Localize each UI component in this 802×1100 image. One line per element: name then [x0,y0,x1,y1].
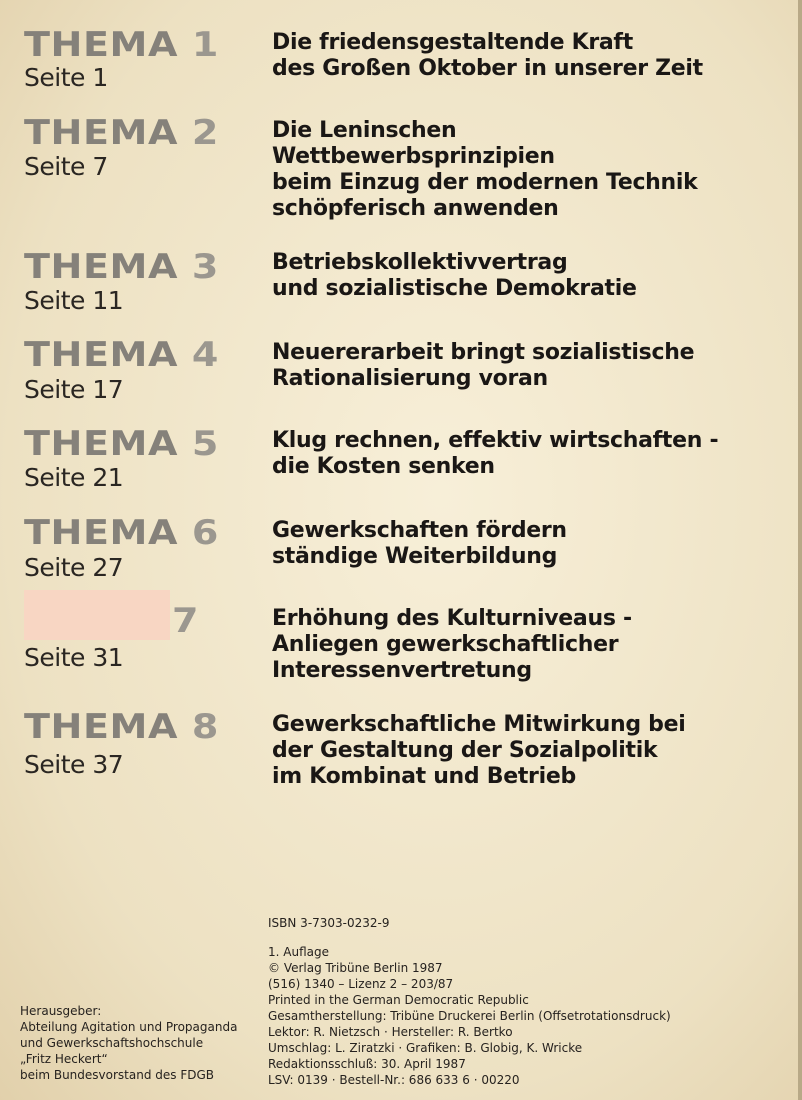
topic-label-number: 2 [191,113,219,153]
imprint-line: Redaktionsschluß: 30. April 1987 [268,1057,466,1071]
title-line: Neuererarbeit bringt sozialistische [272,340,695,365]
imprint-line: LSV: 0139 · Bestell-Nr.: 686 633 6 · 00220 [268,1073,520,1087]
topic-page-1: Seite 1 [24,63,108,92]
topic-label-1 [24,25,226,65]
topic-label-word: THEMA [24,335,179,375]
topic-label-word: THEMA [24,707,179,747]
topic-title-8 [272,712,792,790]
title-line: Die Leninschen [272,118,457,143]
title-line: des Großen Oktober in unserer Zeit [272,56,703,81]
title-line: Gewerkschaften fördern [272,518,567,543]
topic-label-8 [24,707,226,747]
imprint-line: © Verlag Tribüne Berlin 1987 [268,961,443,975]
topic-page-8: Seite 37 [24,750,124,779]
topic-label-number: 6 [191,513,219,553]
title-line: Klug rechnen, effektiv wirtschaften - [272,428,719,453]
publisher-block [20,1003,260,1083]
topic-label-3 [24,247,226,287]
page-edge [798,0,802,1100]
isbn: ISBN 3-7303-0232-9 [268,916,390,930]
obscured-label-patch [24,590,170,640]
topic-label-number: 7 [172,601,200,641]
imprint-line: Gesamtherstellung: Tribüne Druckerei Berlin (Offsetrotationsdruck) [268,1009,671,1023]
topic-page-4: Seite 17 [24,375,124,404]
title-line: schöpferisch anwenden [272,196,559,221]
publisher-line: Herausgeber: [20,1004,102,1018]
publisher-line: beim Bundesvorstand des FDGB [20,1068,214,1082]
topic-label-5 [24,424,226,464]
topic-label-2 [24,113,226,153]
topic-label-4 [24,335,226,375]
topic-label-word: THEMA [24,247,179,287]
title-line: und sozialistische Demokratie [272,276,637,301]
title-line: Betriebskollektivvertrag [272,250,568,275]
topic-label-6 [24,513,226,553]
topic-label-word: THEMA [24,424,179,464]
title-line: die Kosten senken [272,454,495,479]
topic-page-2: Seite 7 [24,152,108,181]
publisher-line: „Fritz Heckert“ [20,1052,108,1066]
title-line: Gewerkschaftliche Mitwirkung bei [272,712,686,737]
title-line: Wettbewerbsprinzipien [272,144,555,169]
title-line: ständige Weiterbildung [272,544,558,569]
title-line: Erhöhung des Kulturniveaus - [272,606,632,631]
topic-title-6 [272,518,792,570]
imprint-line: Umschlag: L. Ziratzki · Grafiken: B. Globig, K. Wricke [268,1041,583,1055]
title-line: Interessenvertretung [272,658,532,683]
topic-title-3 [272,250,792,302]
topic-title-7 [272,606,792,684]
topic-title-2 [272,118,792,222]
title-line: Rationalisierung voran [272,366,548,391]
topic-title-1 [272,30,792,82]
imprint-line: Lektor: R. Nietzsch · Hersteller: R. Bertko [268,1025,513,1039]
topic-label-number: 1 [191,25,219,65]
publisher-line: und Gewerkschaftshochschule [20,1036,204,1050]
topic-label-word: THEMA [24,513,179,553]
topic-label-7 [172,601,206,641]
topic-label-number: 8 [191,707,219,747]
imprint-line: 1. Auflage [268,945,329,959]
title-line: beim Einzug der modernen Technik [272,170,698,195]
topic-label-number: 3 [191,247,219,287]
topic-page-3: Seite 11 [24,286,124,315]
title-line: Die friedensgestaltende Kraft [272,30,633,55]
topic-title-4 [272,340,792,392]
topic-label-word: THEMA [24,113,179,153]
topic-label-number: 4 [191,335,219,375]
topic-title-5 [272,428,792,480]
title-line: Anliegen gewerkschaftlicher [272,632,619,657]
topic-label-number: 5 [191,424,219,464]
topic-page-7: Seite 31 [24,643,124,672]
imprint-line: Printed in the German Democratic Republic [268,993,529,1007]
publisher-line: Abteilung Agitation und Propaganda [20,1020,238,1034]
topic-page-6: Seite 27 [24,553,124,582]
topic-page-5: Seite 21 [24,463,124,492]
imprint-block [268,944,688,1088]
topic-label-word: THEMA [24,25,179,65]
title-line: der Gestaltung der Sozialpolitik [272,738,658,763]
imprint-line: (516) 1340 – Lizenz 2 – 203/87 [268,977,454,991]
title-line: im Kombinat und Betrieb [272,764,576,789]
